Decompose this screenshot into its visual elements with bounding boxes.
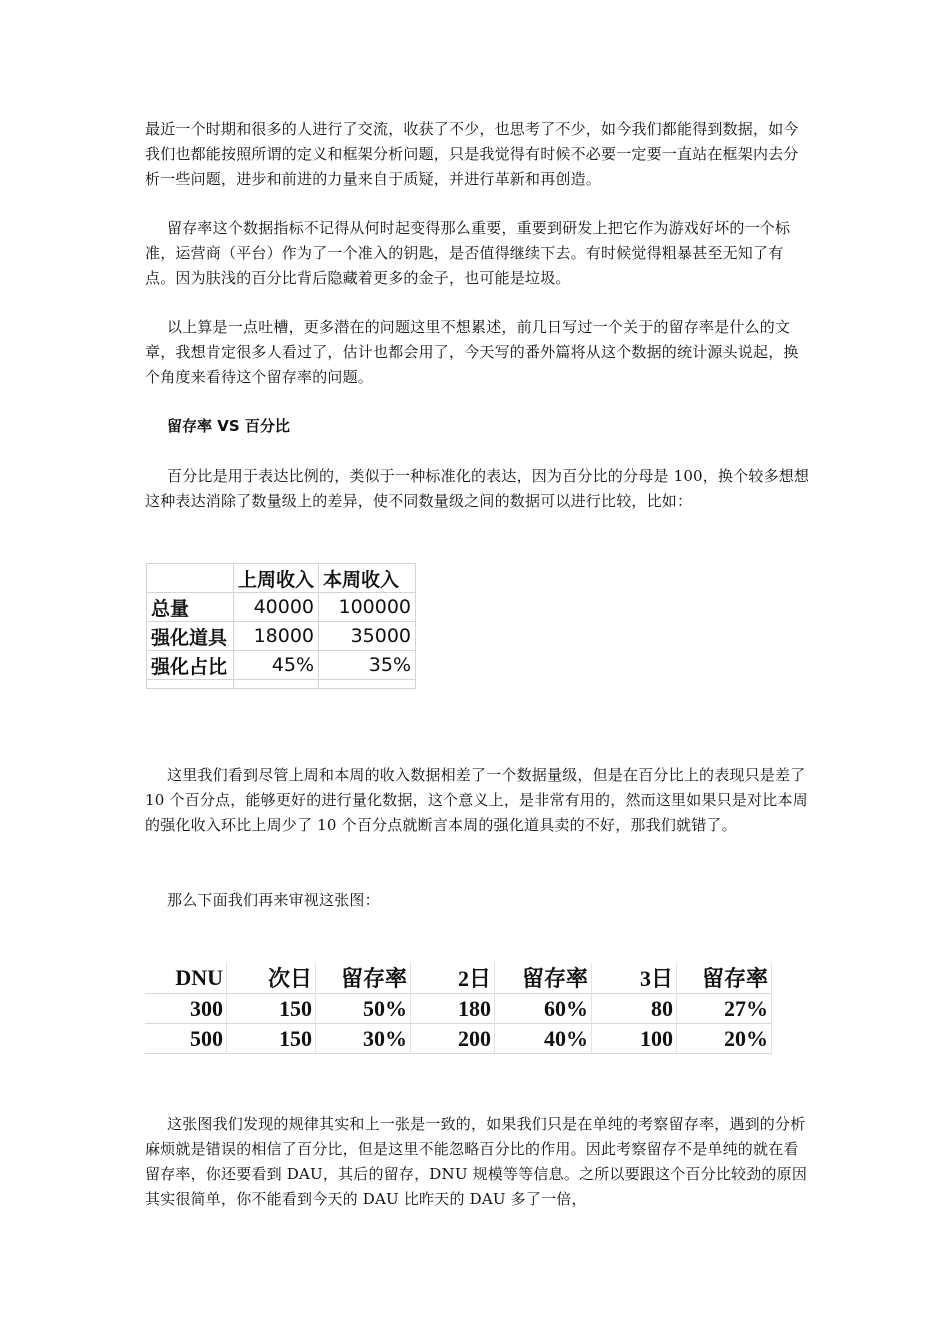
table-header-cell: DNU — [145, 962, 227, 994]
table-header-cell: 留存率 — [677, 962, 772, 994]
table-cell: 20% — [677, 1024, 772, 1054]
table-cell: 100000 — [319, 593, 416, 622]
table-cell: 50% — [316, 994, 411, 1024]
row-label: 强化道具 — [147, 622, 234, 651]
complaint-paragraph: 以上算是一点吐槽，更多潜在的问题这里不想累述，前几日写过一个关于的留存率是什么的文章，我想肯定很多人看过了，估计也都会用了，今天写的番外篇将从这个数据的统计源头说起，换个角度来看待这个留存率的问题。 — [145, 318, 799, 386]
table-header-cell: 上周收入 — [234, 564, 319, 593]
table-header-cell: 留存率 — [316, 962, 411, 994]
table-header-cell — [147, 564, 234, 593]
table-cell: 30% — [316, 1024, 411, 1054]
table-cell: 18000 — [234, 622, 319, 651]
table-cell: 60% — [495, 994, 592, 1024]
table-cell: 150 — [227, 994, 316, 1024]
table-cell: 40000 — [234, 593, 319, 622]
table-cell: 35% — [319, 651, 416, 680]
table-row — [147, 593, 416, 622]
table-header-cell: 次日 — [227, 962, 316, 994]
revenue-table — [146, 563, 416, 689]
table-header-row — [145, 962, 772, 994]
table-header-cell: 3日 — [592, 962, 677, 994]
table-cell: 45% — [234, 651, 319, 680]
table-row — [145, 1024, 772, 1054]
row-label: 强化占比 — [147, 651, 234, 680]
table-cell: 27% — [677, 994, 772, 1024]
table-row — [147, 651, 416, 680]
table-cell: 300 — [145, 994, 227, 1024]
table-cell: 35000 — [319, 622, 416, 651]
table-cell: 100 — [592, 1024, 677, 1054]
table-header-cell: 2日 — [411, 962, 495, 994]
table-header-cell: 本周收入 — [319, 564, 416, 593]
retention-table — [145, 962, 772, 1054]
percentage-intro-paragraph: 百分比是用于表达比例的，类似于一种标准化的表达，因为百分比的分母是 100，换个较多想想这种表达消除了数量级上的差异，使不同数量级之间的数据可以进行比较，比如： — [145, 467, 810, 510]
table-cell: 500 — [145, 1024, 227, 1054]
section-heading: 留存率 VS 百分比 — [167, 417, 290, 435]
table-row — [145, 994, 772, 1024]
table-cell: 180 — [411, 994, 495, 1024]
table-cell: 80 — [592, 994, 677, 1024]
row-label: 总量 — [147, 593, 234, 622]
comparison-paragraph: 这里我们看到尽管上周和本周的收入数据相差了一个数据量级，但是在百分比上的表现只是差了 10 个百分点，能够更好的进行量化数据，这个意义上，是非常有用的，然而这里如果只是对比本周的强化收入环比上周少了 10 个百分点就断言本周的强化道具卖的不好，那我们就错了。 — [145, 766, 808, 834]
table-header-cell: 留存率 — [495, 962, 592, 994]
table-cell: 40% — [495, 1024, 592, 1054]
table-cell: 200 — [411, 1024, 495, 1054]
table-header-row — [147, 564, 416, 593]
table-row — [147, 622, 416, 651]
conclusion-paragraph: 这张图我们发现的规律其实和上一张是一致的，如果我们只是在单纯的考察留存率，遇到的分析麻烦就是错误的相信了百分比，但是这里不能忽略百分比的作用。因此考察留存不是单纯的就在看留存率，你还要看到 DAU，其后的留存，DNU 规模等等信息。之所以要跟这个百分比较劲的原因其实很简单，你不能看到今天的 DAU 比昨天的 DAU 多了一倍， — [145, 1115, 808, 1208]
intro-paragraph: 最近一个时期和很多的人进行了交流，收获了不少，也思考了不少，如今我们都能得到数据，如今我们也都能按照所谓的定义和框架分析问题，只是我觉得有时候不必要一定要一直站在框架内去分析一些问题，进步和前进的力量来自于质疑，并进行革新和再创造。 — [145, 120, 799, 188]
retention-importance-paragraph: 留存率这个数据指标不记得从何时起变得那么重要，重要到研发上把它作为游戏好坏的一个标准，运营商（平台）作为了一个准入的钥匙，是否值得继续下去。有时候觉得粗暴甚至无知了有点。因为肤浅的百分比背后隐藏着更多的金子，也可能是垃圾。 — [145, 219, 791, 287]
table-cell: 150 — [227, 1024, 316, 1054]
next-figure-paragraph: 那么下面我们再来审视这张图： — [167, 891, 380, 909]
table-empty-row — [147, 680, 416, 689]
